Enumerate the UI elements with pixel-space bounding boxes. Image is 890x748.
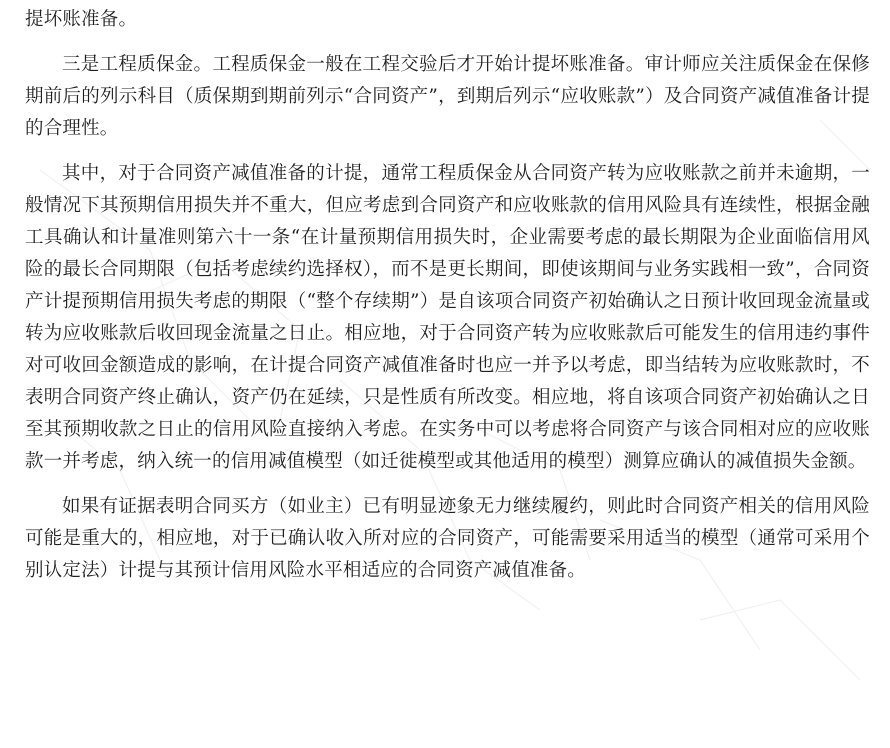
paragraph-2: 三是工程质保金。工程质保金一般在工程交验后才开始计提坏账准备。审计师应关注质保金在保修期前后的列示科目（质保期到期前列示“合同资产”，到期后列示“应收账款”）及合同资产减值准备计提的合理性。 [25,54,870,139]
paragraph-3: 其中，对于合同资产减值准备的计提，通常工程质保金从合同资产转为应收账款之前并未逾期，一般情况下其预期信用损失并不重大，但应考虑到合同资产和应收账款的信用风险具有连续性，根据金融工具确认和计量准则第六十一条“在计量预期信用损失时，企业需要考虑的最长期限为企业面临信用风险的最长合同期限（包括考虑续约选择权），而不是更长期间，即使该期间与业务实践相一致”，合同资产计提预期信用损失考虑的期限（“整个存续期”）是自该项合同资产初始确认之日预计收回现金流量或转为应收账款后收回现金流量之日止。相应地，对于合同资产转为应收账款后可能发生的信用违约事件对可收回金额造成的影响，在计提合同资产减值准备时也应一并予以考虑，即当结转为应收账款时，不表明合同资产终止确认，资产仍在延续，只是性质有所改变。相应地，将自该项合同资产初始确认之日至其预期收款之日止的信用风险直接纳入考虑。在实务中可以考虑将合同资产与该合同相对应的应收账款一并考虑，纳入统一的信用减值模型（如迁徙模型或其他适用的模型）测算应确认的减值损失金额。 [25,163,870,472]
paragraph-1: 提坏账准备。 [25,9,138,30]
paragraph-4: 如果有证据表明合同买方（如业主）已有明显迹象无力继续履约，则此时合同资产相关的信用风险可能是重大的，相应地，对于已确认收入所对应的合同资产，可能需要采用适当的模型（通常可采用个别认定法）计提与其预计信用风险水平相适应的合同资产减值准备。 [25,496,870,581]
document-body [25,4,870,587]
